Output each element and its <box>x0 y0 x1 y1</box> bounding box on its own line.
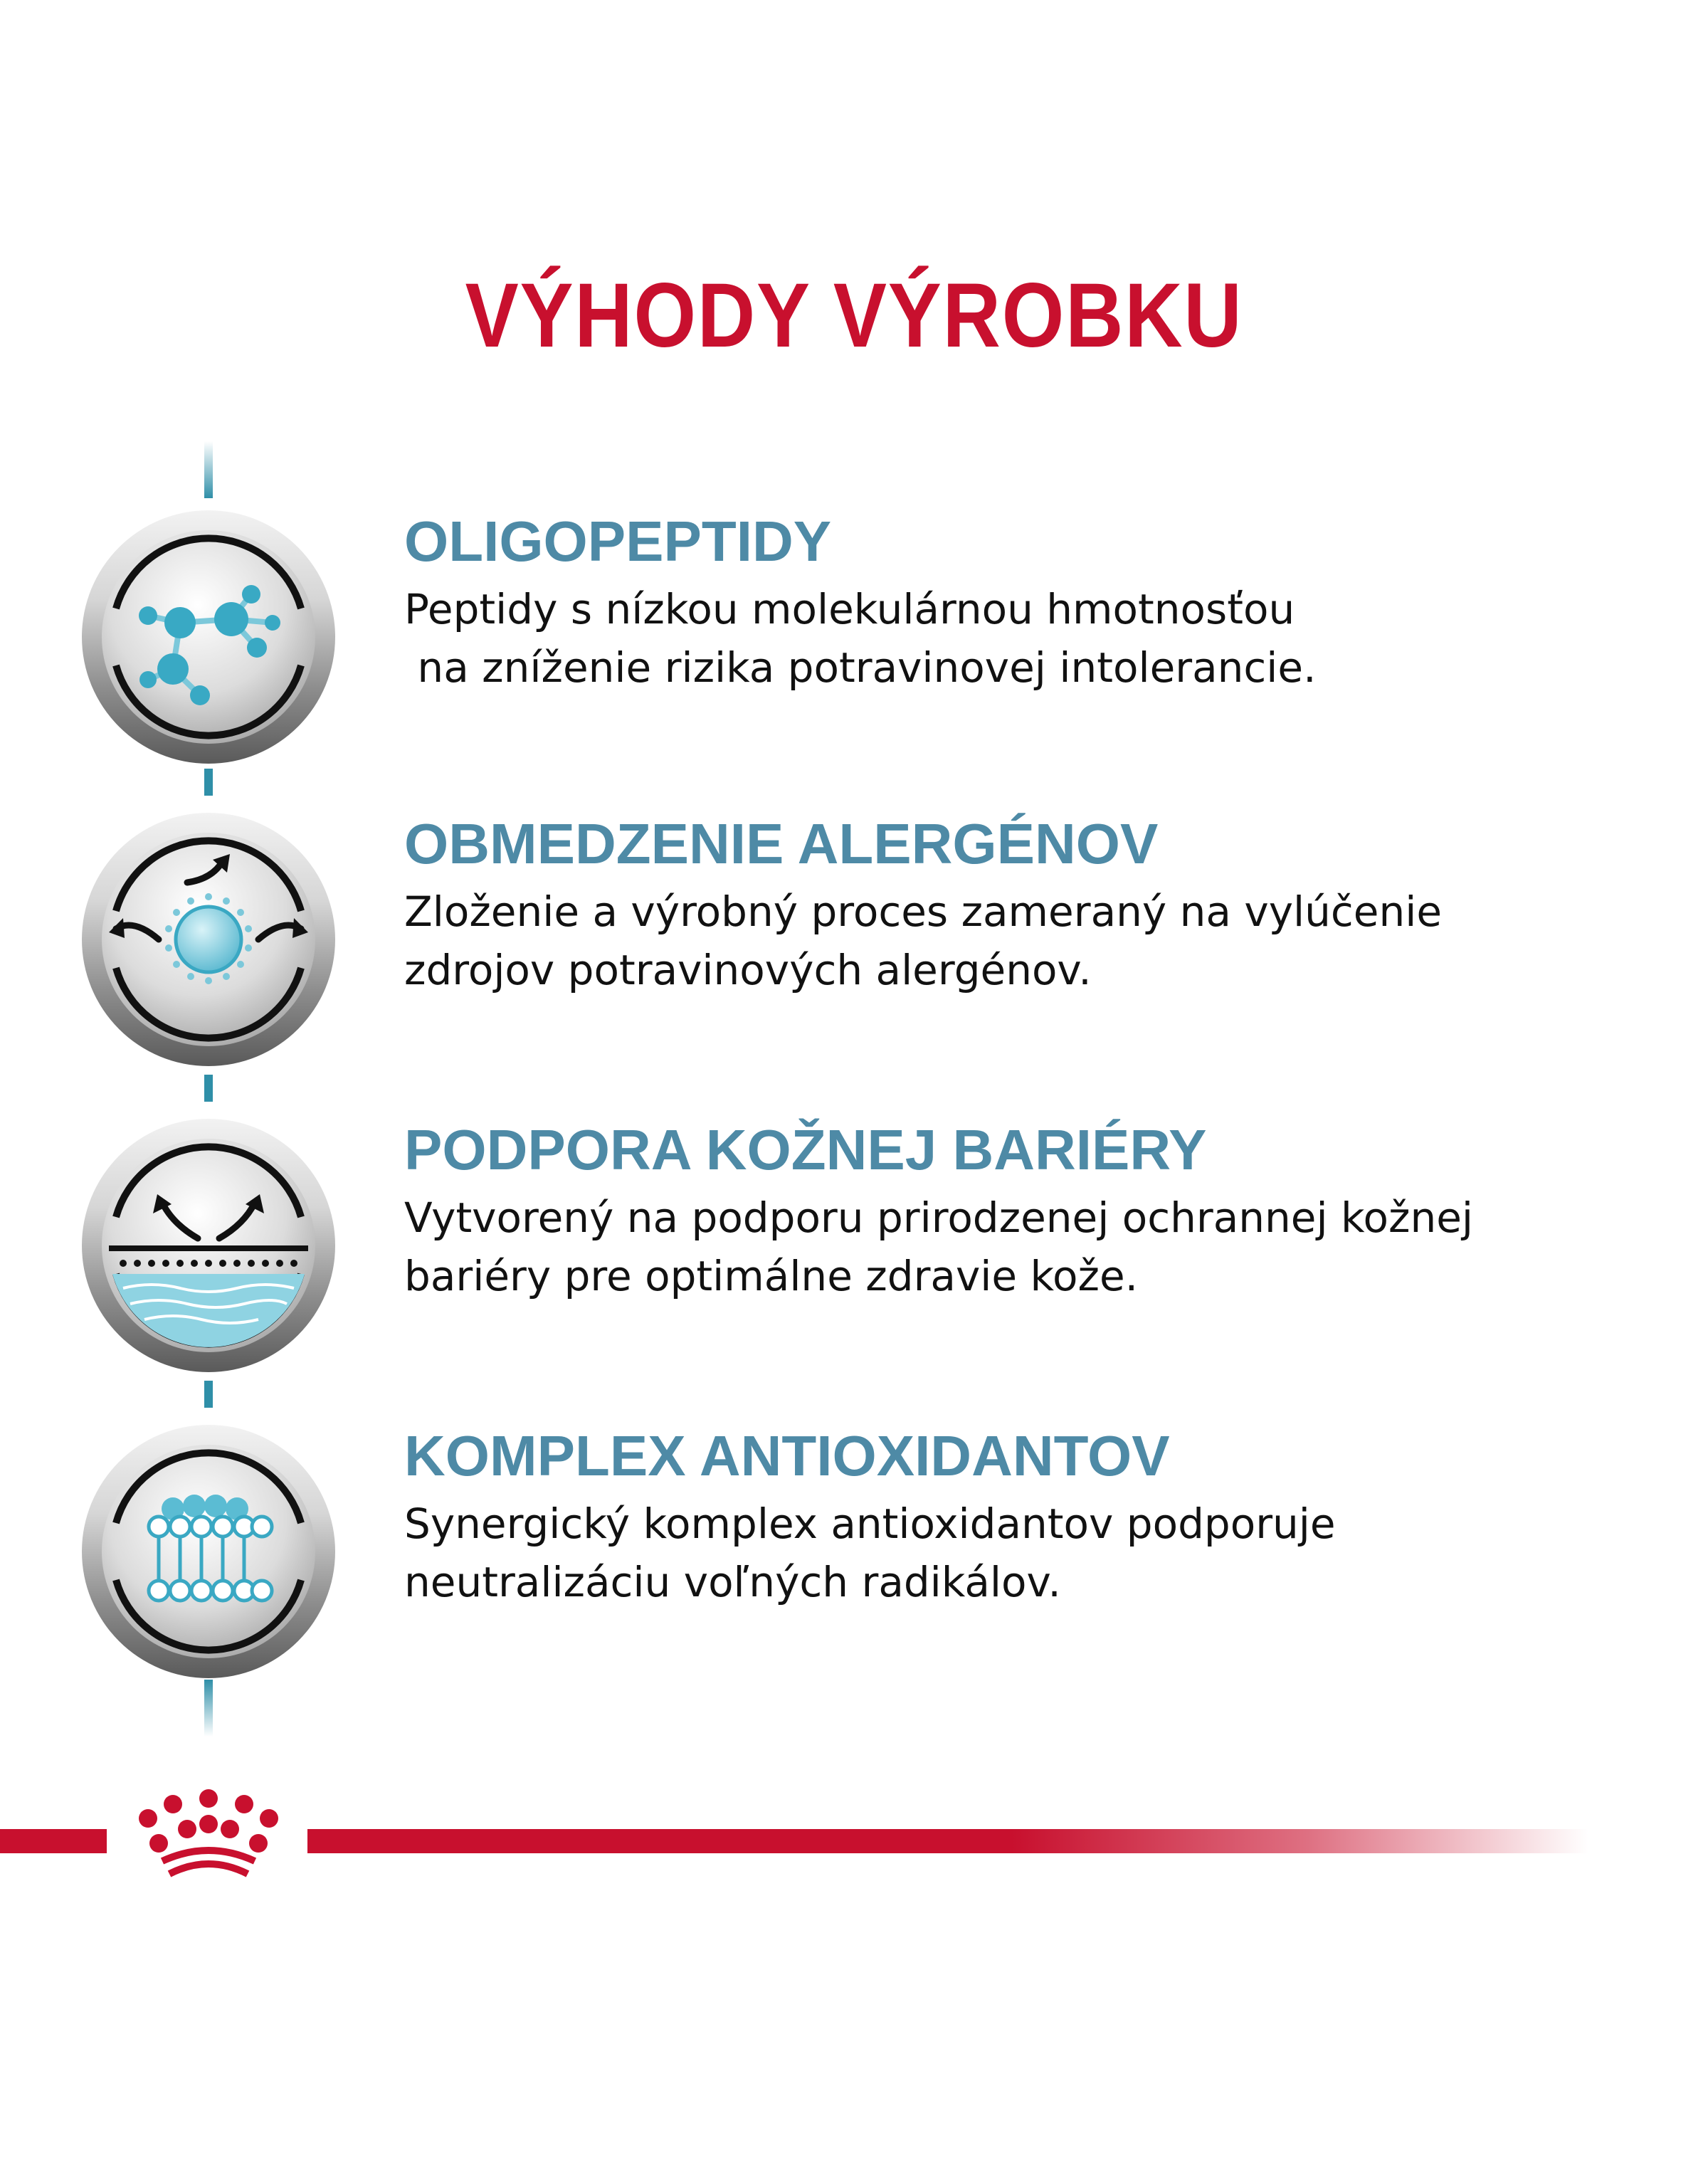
benefit-description: Peptidy s nízkou molekulárnou hmotnosťou na zníženie rizika potravinovej intolerancie. <box>404 585 1317 692</box>
benefit-heading: OLIGOPEPTIDY <box>404 510 832 573</box>
page-title: VÝHODY VÝROBKU <box>465 265 1243 367</box>
benefit-description: Zloženie a výrobný proces zameraný na vylúčenie zdrojov potravinových alergénov. <box>404 887 1443 994</box>
benefit-heading: KOMPLEX ANTIOXIDANTOV <box>404 1424 1170 1487</box>
benefit-description: Synergický komplex antioxidantov podporuje neutralizáciu voľných radikálov. <box>404 1500 1336 1606</box>
skin-barrier-icon <box>80 1117 337 1374</box>
allergen-cell-icon <box>80 811 337 1068</box>
royal-crown-logo <box>120 1783 297 1890</box>
timeline-segment <box>204 1381 213 1408</box>
timeline-segment <box>204 1075 213 1102</box>
benefit-heading: PODPORA KOŽNEJ BARIÉRY <box>404 1118 1207 1181</box>
cell-membrane-icon <box>80 1423 337 1680</box>
timeline-segment <box>204 441 213 498</box>
benefit-description: Vytvorený na podporu prirodzenej ochrannej kožnej bariéry pre optimálne zdravie kože. <box>404 1194 1474 1300</box>
footer-red-bar <box>0 1829 107 1853</box>
timeline-segment <box>204 769 213 796</box>
timeline-segment <box>204 1680 213 1737</box>
benefit-heading: OBMEDZENIE ALERGÉNOV <box>404 812 1159 875</box>
footer-red-bar <box>307 1829 1588 1853</box>
molecule-icon <box>80 509 337 765</box>
